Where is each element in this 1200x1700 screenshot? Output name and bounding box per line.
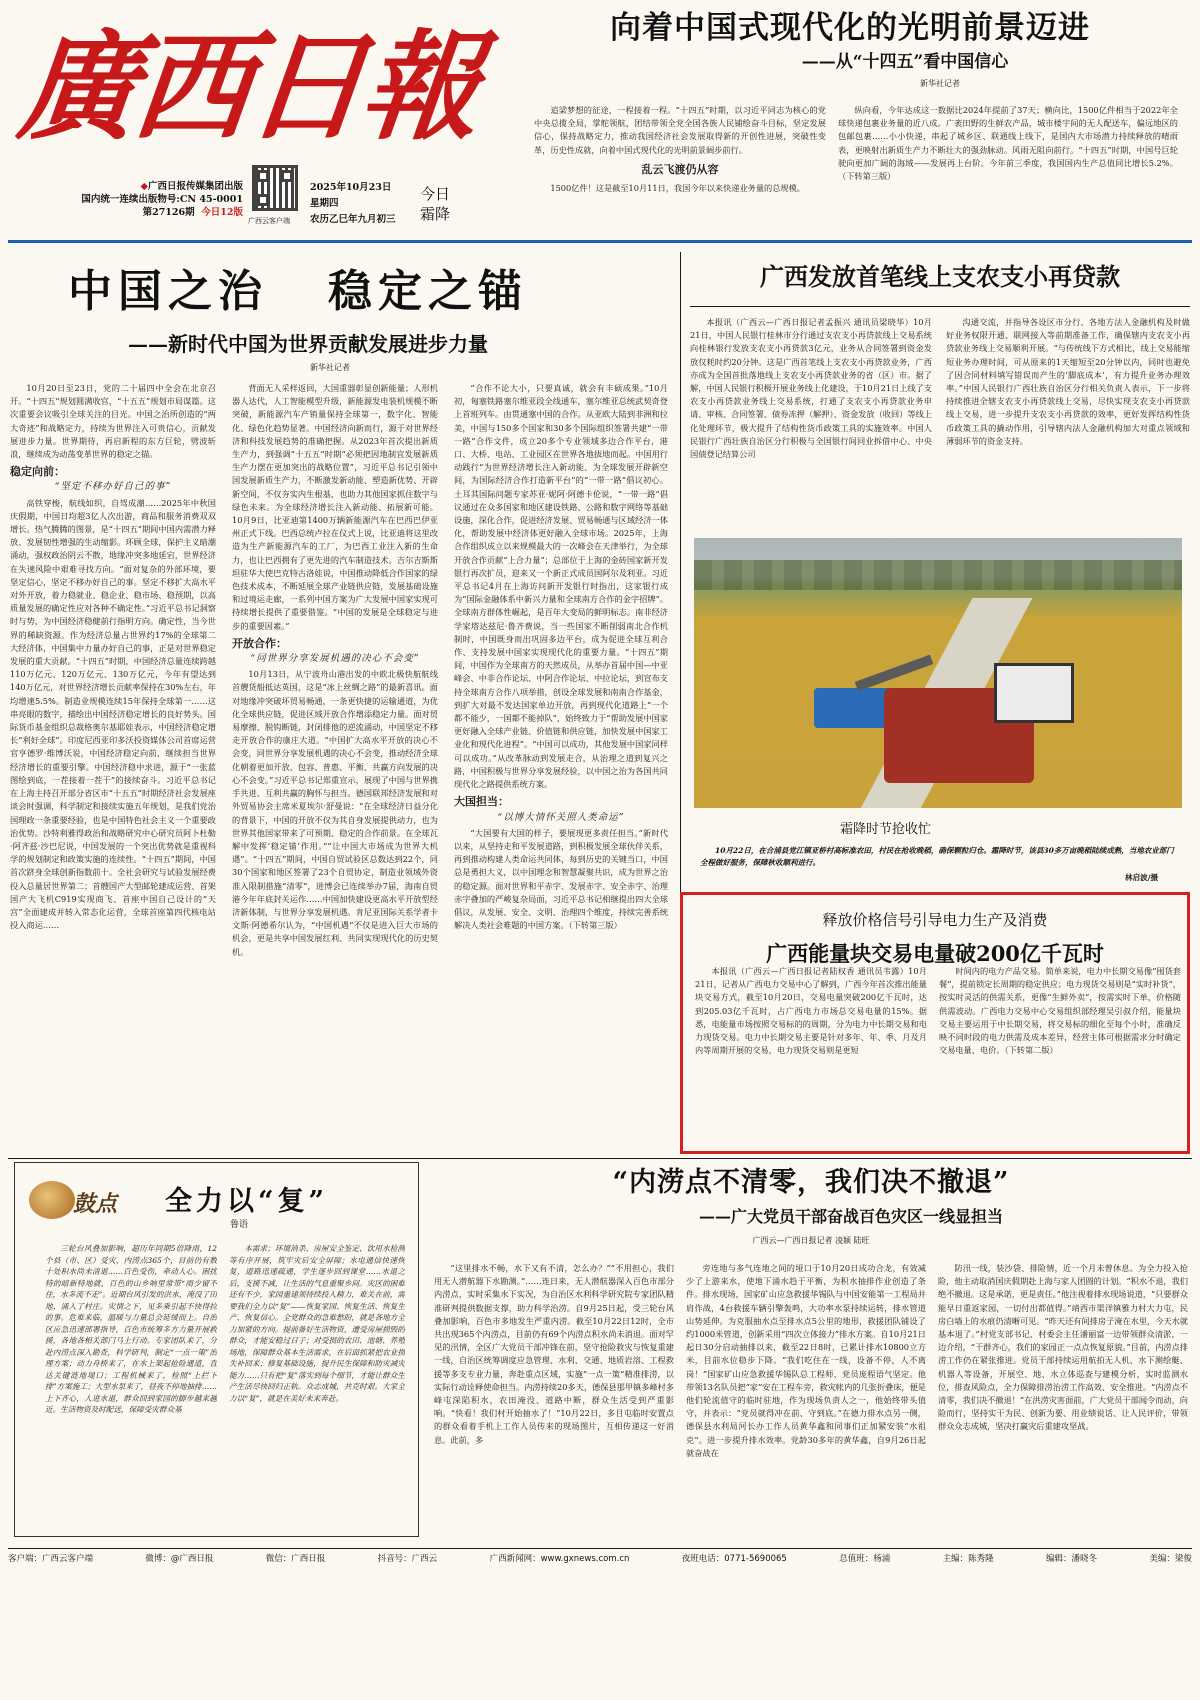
main-subhead-1: 稳定向前：: [10, 465, 65, 479]
lead-title: 向着中国式现代化的光明前景迈进: [610, 10, 1090, 46]
solar-term-label: 今日: [420, 185, 451, 203]
loan-col1: [690, 316, 932, 526]
main-story: [10, 252, 678, 1152]
flood-col1-text: “这里排水不畅，水下又有不清，怎么办？”“不用担心，我们用无人潜航器下水勘测。”……连日来，无人潜航器深入百色市部分内涝点，实时采集水下实况，为自治区水利科学研究院专家团队精准研判提供数据支撑，助力科学治涝。自9月25日起，受三轮台风叠加影响，百色市多地发生严重内涝。截至10月22日12时，全市共出现365个内涝点，目前仍有69个内涝点积水尚未消退。面对罕见的汛情，全区广大党员干部冲锋在前，坚守抢险救灾与恢复重建一线，自治区统筹调度应急管理、水利、交通、地质岩溶、工程救援等多支专业力量，奔赴重点区域，实施“一点一策”精准排涝，以实际行动诠释使命担当。内涝持续20多天，德保县那甲镇多峰村多峰屯深陷积水，农田淹没、道路中断，群众生活受到严重影响。“快看！我们村开始抽水了！”10月22日，多目屯临时安置点的群众看着手机上工作人员传来的现场图片，互相传递这一好消息。此前，多: [434, 1263, 674, 1445]
date-block: [310, 180, 396, 228]
flood-col2: [686, 1262, 926, 1538]
footer-item: 微博：@广西日报: [145, 1554, 214, 1564]
footer-rule: [8, 1548, 1192, 1549]
cn-number: 国内统一连续出版物号:CN 45-0001: [81, 194, 243, 205]
loan-rule: [690, 306, 1190, 307]
loan-story: [690, 252, 1190, 532]
column-col1-text: 三轮台风叠加影响，超历年同期5倍降雨，12个县（市、区）受灾，内涝点365个，目前仍有数十处积水尚未清退……百色受伤，牵动人心。困扰特的暗新特地就，百色的山乡响里常带“雨少留不住，水多流不走”。近期台风引发的洪水，淹没了田地、涌入了村庄。灾情之下，见多乘引起不快得拉的事。危难来临，温暖与力量总会延缓而上。自治区应急迅速部署指导，百色市统筹多方力量开展救援，各地各相关部门马上行动。专家团队来了，分赴内涝点深入勘查，科学研判，制定“一点一策”治理方案；动力舟桥来了，在水上架起抢险通道，直达关键涟地堤口；工程机械来了，检照“上拦下排”方案施工；大型水泵来了，昼夜不停地抽排……上下齐心，人进水退，群众回到家园的脚步越来越近。生活物资及时配送，保障受灾群众基: [45, 1244, 217, 1414]
loan-col1-text: 本报讯（广西云—广西日报记者孟振兴 通讯员梁晓华）10月21日，中国人民银行桂林市分行通过支农支小再贷款线上交易系统向桂林银行发放支农支小再贷款3亿元，业务从合同签署到资金发放仅耗时约20分钟。这是广西首笔线上支农支小再贷款业务，广西亦成为全国首批落地线上支农支小再贷款业务的省（区）市。据了解，中国人民银行积极开展业务线上化建设，于10月21日上线了支农支小再贷款业务线上交易系统，打通了支农支小再贷款业务申请、审核、合同签署、债券冻押（解押）、资金发放（收回）等线上化处理环节，极大提升了结构性货币政策工具的实施效率。中国人民银行广西壮族自治区分行积极与全国银行间同业拆借中心、中央国债登记结算公司: [690, 317, 932, 460]
power-col1: [695, 965, 927, 1151]
main-col1-text: 10月20日至23日，党的二十届四中全会在北京召开。“十四五”规划圆满收官，“十五五”规划市局谋篇。这次重要会议吸引全球关注的目光。中国之治所创造的“两大奇迹”和战略定力，持续为世界注入可贵信心，贡献发展进步力量。世界期待，再启新程的东方巨轮，劈波斩浪，继续成为动荡变革世界的稳定之锚。: [10, 383, 216, 460]
main-title-left: 中国之治: [68, 266, 268, 317]
unloading-auger: [855, 655, 934, 692]
lead-col1: [534, 104, 826, 195]
footer-item: 编辑：潘晓冬: [1045, 1554, 1097, 1564]
lead-col1b-text: 1500亿件！这是截至10月11日，我国今年以来快递业务量的总规模。: [550, 183, 805, 194]
column-author: 鲁语: [230, 1220, 249, 1230]
footer-item: 客户端：广西云客户端: [8, 1554, 94, 1564]
solar-term: [420, 184, 450, 224]
lead-col1-text: 追梁梦想的征途，一程接着一程。“十四五”时期，以习近平同志为核心的党中央总揽全局，掌舵领航，团结带领全党全国各族人民铺绘奋斗目标，坚定发展信心，保持战略定力，推动我国经济社会发展取得新的开创性进展，突破性变革，历史性成就，向着中国式现代化的光明前景阔步前行。: [534, 105, 826, 155]
lunar-date: 农历乙巳年九月初三: [310, 214, 396, 225]
column-col1: [45, 1243, 217, 1533]
column-tag: 鼓点: [73, 1191, 118, 1217]
footer-item: 美编：梁俊: [1149, 1554, 1192, 1564]
footer-bar: [8, 1552, 1192, 1576]
publication-info: ◆广西日报传媒集团出版 国内统一连续出版物号:CN 45-0001 第27126期 今日12版: [68, 180, 243, 219]
lead-story: [520, 6, 1180, 236]
column-box: [14, 1162, 419, 1537]
flood-col2-text: 旁连地与多气连地之间的垭口于10月20日成功合龙，有效减少了上游来水，使地下涌水趋于平衡，为积水抽排作业创造了条件。排水现场，国家矿山应急救援华锡队与中国安能第一工程局并肩作战，4台救援车辆引擎轰鸣，大功率水泵持续运转，排水管道山势延伸。为克服抽水点至排水点5公里的地形，救援团队铺设了约1000米管道，创新采用“四次立体接力”排水方案。自10月21日起日30分启动抽排以来，截至22日8时，已累计排水10800立方米，目前水位稳步下降。“我们吃住在一线，设备不停，人不离岗！”国家矿山应急救援华锡队总工程师、党员庞程语气坚定。他带领13名队员把“家”安在工程车旁，救灾帐内的几张折叠床，便是他们轮流值守的临时驻地，作为现场负责人之一，他始终带头值守，并表示：“党员就得冲在前、守到底。”在德力排水点另一侧，德保县水利局河长办工作人员黄华鑫和同事们正加紧安装“水祖克”。进一步提升排水效率。党龄30多年的黄华鑫，自9月26日起就奋战在: [686, 1263, 926, 1458]
main-col1b-text: 高铁穿梭，航线如织，自驾成潮……2025年中秋国庆假期，中国日均超3亿人次出游，商品和服务消费双双增长。热气腾腾的图景，是“十四五”期间中国内需潜力释放、发展韧性增强的生动缩影。环顾全球，保护主义暗潮涌动，强权政治阴云不散，地缘冲突多地延宕，世界经济在失速风险中艰难寻找方向。“面对复杂的外部环境，要坚定信心，坚定不移办好自己的事。坚定不移扩大高水平对外开放，着力稳就业、稳企业、稳市场、稳预期，以高质量发展的确定性应对各种不确定性。”习近平总书记洞察时与势，为中国经济稳健前行指明方向。确定性，当今世界的稀缺资源。作为经济总量占世界约17%的全球第二大经济体，中国集中力量办好自己的事，正是对世界稳定发展的重大贡献。“十四五”时期，中国经济总量连续跨越110万亿元、120万亿元、130万亿元，今年有望达到140万亿元，对世界经济增长贡献率保持在30%左右，年均增速5.5%。制造业规模连续15年保持全球第一……这串亮眼的数字，描绘出中国经济稳定增长的良好势头。国际货币基金组织总裁格奥尔基耶娃表示，中国经济稳定增长“利好全球”。印度尼西亚印多沃投资媒体公司首席运营官亨德罗·维博沃说，中国经济稳定向前，继续担当世界经济增长的重要引擎。中国经济稳中求进，源于“一张蓝图绘到底，一茬接着一茬干”的接续奋斗。习近平总书记在上海主持召开部分省区市“十五五”时期经济社会发展座谈会时强调，科学制定和接续实施五年规划，是我们党治国理政一条重要经验，也是中国特色社会主义一个重要政治优势。沙特利雅得政治和战略研究中心研究员阿卜杜勒·阿齐兹·沙巴尼说，中国发展的一个突出优势就是重视科学的规划制定和政策实施的连续性。“十四五”期间，中国首次跻身全球创新指数前十。全社会研究与试验发展经费投入总量居世界第二；首艘国产大型邮轮建成运营、首架国产大飞机C919实现商飞、首座中国自己设计的“天宫”全面建成并转入常态化运营，全球首座第四代核电站投入商运……: [10, 497, 216, 931]
lead-byline: 新华社记者: [920, 79, 960, 88]
column-col2-text: 本需求；环境消杀、房屋安全鉴定、饮用水检测等有序开展，筑牢灾后安全屏障；水电通信快速恢复，道路迅速疏通，学生逐步回到课堂……水退之后，支援不减，让生活的气息重聚乡间。灾区的困难还有不少，家园重建须持续投入精力，难关在前，需要我们全力以“复”——恢复家园、恢复生活、恢复生产、恢复信心。全党群众的急难愁盼，就是各地方全力加紧的方向。提前备好生活物资，遭受房屋损毁的群众，才能安稳过日子；对受损的农田、池塘、养殖场地，保障群众基本生活需求，在后面抓紧把农业损失补回来；修复基础设施，提升民生保障和防灾减灾能力……只有把“复”落实到每个细节，才能让群众生产生活尽快回归正轨。众志成城，共克时艰。大家全力以“复”，就是在美好未来奔赴。: [229, 1244, 405, 1403]
main-subhead-3: 大国担当：: [454, 795, 509, 809]
footer-item: 夜班电话：0771-5690065: [681, 1554, 787, 1564]
footer-item: 总值班：杨浦: [839, 1554, 891, 1564]
page-count: 今日12版: [201, 207, 243, 218]
footer-item: 微信：广西日报: [265, 1554, 326, 1564]
loan-col2: [946, 316, 1190, 526]
tree-line: [694, 560, 1182, 590]
power-kicker: 释放价格信号引导电力生产及消费: [822, 911, 1048, 929]
main-col2-text: 背面无人采样返回，大国重器彰显创新能量；人形机器人达代，人工智能模型升级，新能源发电装机规模不断突破，新能源汽车产销量保持全球第一，数字化、智能化、绿色化趋势显著。中国经济向新而行，源于对世界经济和科技发展趋势的准确把握。从2023年首次提出新质生产力，到强调“十五五”时期“必须把因地制宜发展新质生产力摆在更加突出的战略位置”，习近平总书记引领中国发展新质生产力，不断激发新动能、塑造新优势、开辟新空间，不仅夯实内生根基，也助力其他国家抓住数字与绿色未来。为全球经济增长注入新动能、拓展新可能。10月9日，比亚迪第1400万辆新能源汽车在巴西巴伊亚州正式下线。巴西总统卢拉在仪式上说，比亚迪将这里改造为生产新能源汽车的工厂，为巴西工业注入新的生命力，也让巴西拥有了更先进的汽车制造技术。吉尔吉斯斯坦驻华大使巴克特古洛娃说，中国推动降低合作国家的绿色技术成本，不断延展全球产业链供应链，发展基础设施和过境运走廊，一系列中国方案为广大发展中国家实现可持续增长提供了重要借鉴。“中国的发展是全球稳定与进步的重要因素。”: [232, 383, 438, 631]
harvest-photo[interactable]: [694, 538, 1182, 808]
main-col2: [232, 382, 438, 1150]
mid-rule: [8, 1158, 1192, 1159]
main-kicker-1: “坚定不移办好自己的事”: [54, 481, 172, 493]
main-col2b-text: 10月13日，从宁波舟山港出发的中欧北极快航航线首艘货船抵达英国，这是“冰上丝绸之路”的最新喜讯。面对地缘冲突破坏贸易畅通，一条更快捷的运输通道，为优化全球供应链，促进区域开放合作增添稳定力量。面对贸易摩擦、脱钩断链，封闭排他的逆流涌动，中国坚定不移走开放合作的康庄大道。“中国扩大高水平开放的决心不会变，同世界分享发展机遇的决心不会变，推动经济全球化朝着更加开放、包容、普惠、平衡、共赢方向发展的决心不会变。”习近平总书记郑重宣示，展现了中国与世界携手共进、互利共赢的胸怀与担当。德国联邦经济发展和对外贸易协会主席米夏埃尔·舒曼说：“在全球经济日益分化的背景下，中国的开放不仅为其自身发展提供动力，也为世界其他国家带来了可预期、稳定的合作前景。在全球瓦解中发挥‘稳定锚’作用。”“让中国大市场成为世界大机遇”。“十四五”期间，中国自贸试验区总数达到22个，同30个国家和地区签署了23个自贸协定，制造业领域外资准入限制措施“清零”，进博会已连续举办7届，海南自贸港今年年底封关运作……中国加快建设更高水平开放型经济新体制，与世界分享发展机遇。肯尼亚国际关系学者卡文斯·阿德希尔认为，“中国机遇”不仅是进入巨大市场的机会，更是共享中国发展红利、共同实现现代化的历史契机。: [232, 669, 438, 957]
solar-term-name: 霜降: [420, 205, 451, 223]
footer-item: 抖音号：广西云: [377, 1554, 438, 1564]
flood-byline: 广西云—广西日报记者 凌颖 陆旺: [752, 1236, 870, 1245]
column-title: 全力以“复”: [165, 1186, 329, 1217]
lead-subtitle: ——从“十四五”看中国信心: [801, 52, 1009, 72]
lead-subhead: 乱云飞渡仍从容: [641, 162, 719, 176]
main-subhead-2: 开放合作：: [232, 636, 287, 650]
masthead: [12, 8, 500, 238]
lead-col2: [838, 104, 1178, 183]
power-col2-text: 时间内的电力产品交易。简单来说，电力中长期交易像“囤货套餐”，提前锁定长周期的稳定供应；电力现货交易则是“实时补货”，按实时灵活的供需关系，更像“生鲜外卖”，按需实时下单，价格随供需波动。广西电力交易中心交易组织部经理吴引叔介绍，能量块交易主要运用于中长期交易，将交易标的细化至每个小时，准确反映不同时段的电力供需及成本差异，经营主体可根据需求分时确定交易电量、电价。（下转第二版）: [939, 966, 1181, 1056]
loan-col2-text: 沟通交流，并指导各设区市分行、各地方法人金融机构及时做好业务权限开通、联网接入等前期准备工作，确保辖内支农支小再贷款业务线上交易顺利开展。“与传统线下方式相比，线上交易能缩短业务办理时间，可从原来的1天缩短至20分钟以内，同时也避免了因合同材料填写错误而产生的‘脚底成本’，有力提升业务办理效率。”中国人民银行广西壮族自治区分行相关负责人表示，下一步将持续推进全辖支农支小再贷款线上交易，尽快实现支农支小再贷款线上交易，进一步提升支农支小再贷款的效率，更好发挥结构性货币政策工具的撬动作用，引导辖内法人金融机构加大对重点领域和薄弱环节的资金支持。: [946, 317, 1190, 446]
flood-col3: [938, 1262, 1188, 1538]
lead-col2-text: 纵向看，今年达成这一数据比2024年提前了37天；横向比，1500亿件相当于2022年全球快递包裹业务量的近八成。广袤田野的生鲜农产品，城市楼宇间的无人配送车，偏远地区的包邮包裹……小小快递，串起了城乡区、联通线上线下，是国内大市场潜力持续释放的晴雨表，更映射出新质生产力不断壮大的强劲脉动。风雨无阻向前行。“十四五”时期，中国号巨轮驶向更加广阔的海域——发展再上台阶。今年前三季度，我国国内生产总值同比增长5.2%。（下转第三版）: [838, 105, 1178, 182]
flood-story: [430, 1162, 1192, 1542]
flood-subtitle: ——广大党员干部奋战百色灾区一线显担当: [698, 1207, 1003, 1226]
main-col3-text: “合作不论大小，只要真诚，就会有丰硕成果。”10月初，匈塞铁路塞尔维亚段全线通车，塞尔维亚总统武契奇登上首班列车。由贯通塞中国的合作。从亚欧大陆到非洲和拉美，中国与150多个国家和30多个国际组织签署共建“一带一路”合作文件，成立20多个专业领域多边合作平台，港口、大桥、电站、工业园区在世界各地拔地而起。中国用行动践行“为世界经济增长注入新动能、为全球发展开辟新空间，为国际经济合作打造新平台”的“一带一路”倡议初心。土耳其国际问题专家苏亚·妮阿·阿德卡伦说，“一带一路”倡议通过在众多国家和地区建设铁路、公路和数字网络等基础设施，深化合作，促进经济发展、贸易畅通与区域经济一体化，帮助发展中经济体更好融入全球市场。2025年，上海合作组织成立以来规模最大的一次峰会在天津举行，为全球开放合作贡献“上合力量”；总部位于上海的金砖国家新开发银行再次扩员，迎来又一个新正式成员国阿尔及利亚。习近平总书记4月在上海访问新开发银行时指出，这家银行成为“国际金融体系中新兴力量和全球南方合作的金字招牌”。全球南方群体性崛起，是百年大变局的鲜明标志。南非经济学家塔达兹尼·鲁齐费说，当一些国家不断削弱南北合作机制时，中国既身而出巩固多边平台，成为促进全球互利合作、支持发展中国家实现现代化的重要力量。“十四五”期间，中国作为全球南方的天然成员，从举办首届中国—中亚峰会、中非合作论坛、中阿合作论坛、中拉论坛，到宣布支持全球南方合作八项举措，创设全球发展和南南合作基金，到扩大对最不发达国家单边开放，再到现代化道路上“一个都不能少，一国都不能掉队”，始终致力于“帮助发展中国家更好融入全球产业链、价值链和供应链，加快发展中国家工业化和现代化进程”。“中国可以成功，其他发展中国家同样可以成功。”从改革脉动到发展走合，从治理之道到复兴之路，中国积极与世界分享发展经验，以中国之治为各国共同现代化之路提供系统方案。: [454, 383, 668, 790]
date: 2025年10月23日: [310, 182, 392, 193]
main-col1: [10, 382, 216, 1150]
flood-title: “内涝点不清零，我们决不撤退”: [612, 1167, 1010, 1198]
main-col3b-text: “大国要有大国的样子，要展现更多责任担当。”新时代以来，从坚持走和平发展道路，到积极发展全球伙伴关系，再到推动构建人类命运共同体，每到历史的关键当口，中国总是勇担大义，以中国理念和智慧凝聚共识，成为世界之治的稳定源。面对世界和平赤字、发展赤字、安全赤字、治理赤字叠加的严峻复杂局面，习近平总书记相继提出四大全球倡议，从发展、安全、文明、治理四个维度，持续完善系统解决人类社会难题的中国方案。（下转第三版）: [454, 827, 668, 931]
flood-col1: [434, 1262, 674, 1538]
qr-code[interactable]: [252, 165, 298, 211]
harvester-cab: [994, 663, 1074, 723]
drum-icon: [29, 1181, 75, 1219]
power-col1-text: 本报讯（广西云—广西日报记者陆权香 通讯员韦露）10月21日，记者从广西电力交易中心了解到，广西今年首次推出能量块交易方式，截至10月20日，交易电量突破200亿千瓦时，达到205.03亿千瓦时，占广西电力市场总交易电量的15%。据悉，电能量市场按照交易标的的周期，分为电力中长期交易和电力现货交易。电力中长期交易主要是针对多年、年、季、月及月内等周期开展的交易，电力现货交易则是更短: [695, 966, 927, 1056]
weekday: 星期四: [310, 198, 339, 209]
issue-number: 第27126期: [142, 207, 195, 218]
newspaper-logo: 廣西日報: [12, 17, 484, 156]
main-col3: [454, 382, 668, 1150]
power-title: 广西能量块交易电量破200亿千瓦时: [766, 941, 1104, 966]
flood-col3-text: 防汛一线，装沙袋、排险情，近一个月未曾休息。为全力投入抢险，他主动取消国庆假期赴上海与家人团圆的计划。“积水不退，我们绝不撤退。这是承诺，更是责任。”他注视着排水现场说道，“只要群众能早日重返家园，一切付出都值得。”靖西市渠洋镇雅力村大力屯，民房白墙上的水痕仍清晰可见。“昨天还有间排房子淹在水里，今天水就基本退了。”村党支部书记、村委会主任潘丽富一边带领群众清淤，一边介绍，“干群齐心，我们的家园正一点点恢复原貌。”目前，内涝点排涝工作仍在紧张推进。党员干部持续运用航拍无人机、水下测绘艇、机器人等设备，开展空、地、水立体巡查与建模分析，实时监测水位，排查风险点，全力保障排涝治涝工作高效、安全推进。“内涝点不清零，我们决不撤退！”在洪涝灾害面前，广大党员干部闻令而动，向险而行，坚持实干为民、创新为要、用业绩说话、让人民评价，带领群众众志成城，坚决打赢灾后重建攻坚战。: [938, 1263, 1188, 1432]
photo-caption: 10月22日，在合浦县党江镇亚桥村高标准农田，村民在抢收晚稻，确保颗粒归仓。霜降时节，该县30多万亩晚稻陆续成熟，当地农业部门全程做好服务，保障秋收顺利进行。: [700, 846, 1174, 867]
main-subtitle: ——新时代中国为世界贡献发展进步力量: [128, 332, 488, 356]
loan-title: 广西发放首笔线上支农支小再贷款: [760, 262, 1120, 291]
footer-item[interactable]: 广西新闻网：www.gxnews.com.cn: [489, 1554, 630, 1564]
masthead-rule: [8, 240, 1192, 243]
main-kicker-3: “以博大情怀关照人类命运”: [497, 811, 625, 823]
main-kicker-2: “同世界分享发展机遇的决心不会变”: [250, 653, 420, 665]
qr-caption: 广西云客户端: [248, 217, 290, 225]
power-story: [680, 892, 1190, 1154]
column-col2: [229, 1243, 405, 1533]
footer-item: 主编：陈秀隆: [942, 1554, 994, 1564]
photo-credit: 林启波/摄: [1125, 873, 1159, 882]
publisher: 广西日报传媒集团出版: [147, 181, 243, 192]
main-title: [68, 260, 528, 324]
photo-caption-title: 霜降时节抢收忙: [840, 822, 932, 837]
main-byline: 新华社记者: [310, 363, 350, 372]
power-col2: [939, 965, 1181, 1151]
main-title-right: 稳定之锚: [328, 266, 528, 317]
